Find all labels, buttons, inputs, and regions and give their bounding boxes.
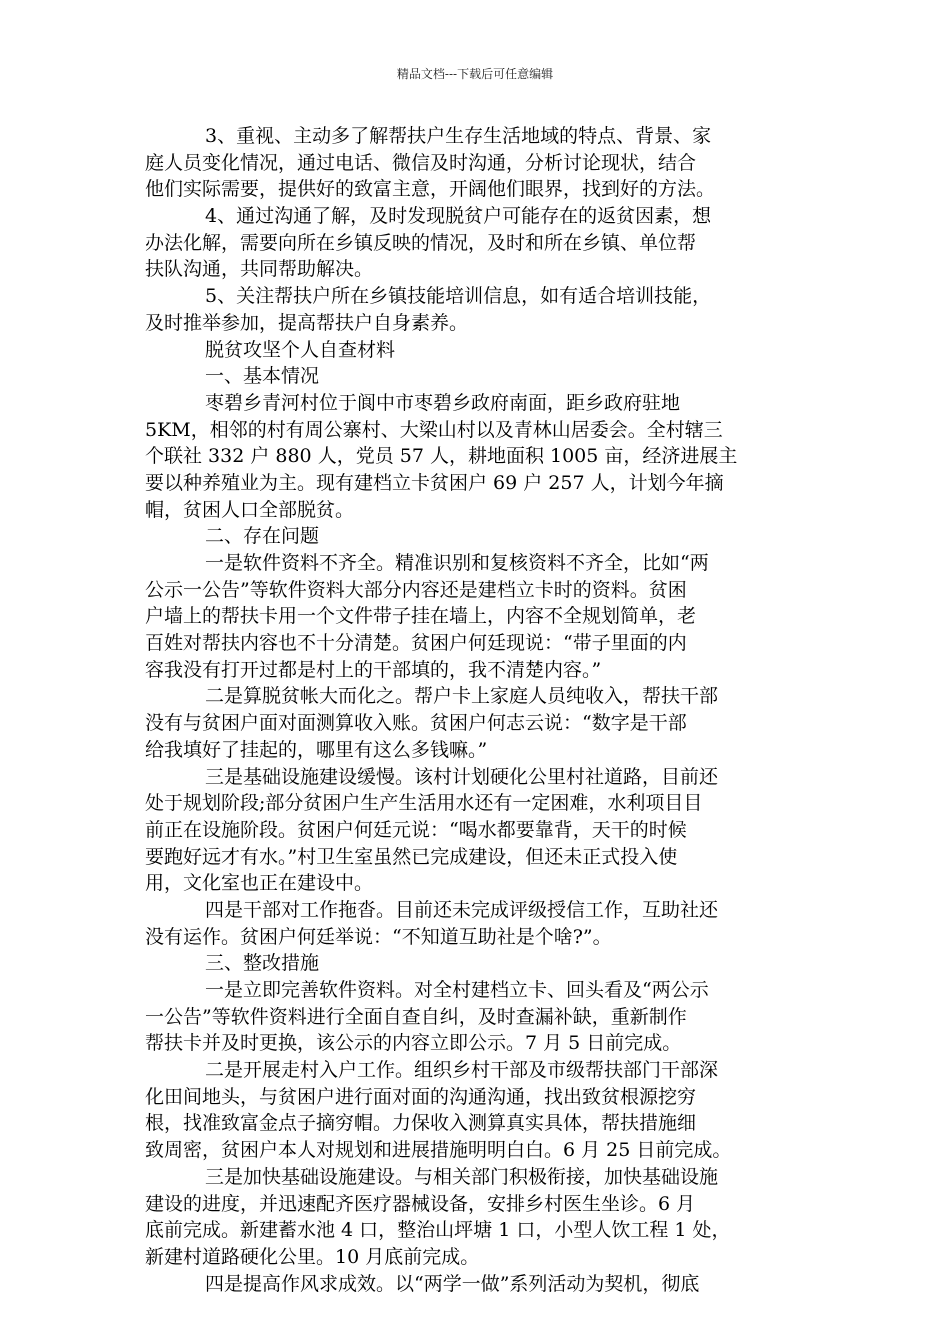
text-line: 4、通过沟通了解，及时发现脱贫户可能存在的返贫因素，想 — [205, 205, 712, 228]
text-line: 四是提高作风求成效。以“两学一做”系列活动为契机，彻底 — [205, 1272, 700, 1295]
text-line: 3、重视、主动多了解帮扶户生存生活地域的特点、背景、家 — [205, 125, 712, 147]
text-line: 底前完成。新建蓄水池 4 口，整治山坪塘 1 口，小型人饮工程 1 处， — [145, 1219, 731, 1242]
text-line: 三是加快基础设施建设。与相关部门积极衔接，加快基础设施 — [205, 1165, 719, 1188]
text-line: 百姓对帮扶内容也不十分清楚。贫困户何廷现说：“带子里面的内 — [145, 632, 687, 655]
document-body — [145, 123, 805, 1297]
text-line: 处于规划阶段;部分贫困户生产生活用水还有一定困难，水利项目目 — [145, 792, 703, 815]
text-line: 办法化解，需要向所在乡镇反映的情况，及时和所在乡镇、单位帮 — [145, 231, 697, 254]
text-line: 容我没有打开过都是村上的干部填的，我不清楚内容。” — [145, 658, 602, 681]
text-line: 化田间地头，与贫困户进行面对面的沟通沟通，找出致贫根源挖穷 — [145, 1085, 697, 1108]
text-line: 用，文化室也正在建设中。 — [145, 872, 374, 895]
text-line: 二是开展走村入户工作。组织乡村干部及市级帮扶部门干部深 — [205, 1059, 719, 1082]
text-line: 要跑好远才有水。”村卫生室虽然已完成建设，但还未正式投入使 — [145, 845, 678, 868]
text-line: 一、基本情况 — [205, 365, 320, 388]
text-line: 致周密，贫困户本人对规划和进展措施明明白白。6 月 25 日前完成。 — [145, 1139, 732, 1162]
text-line: 没有运作。贫困户何廷举说：“不知道互助社是个啥?”。 — [145, 925, 612, 948]
text-line: 新建村道路硬化公里。10 月底前完成。 — [145, 1245, 480, 1268]
text-line: 脱贫攻坚个人自查材料 — [205, 338, 396, 361]
text-line: 枣碧乡青河村位于阆中市枣碧乡政府南面，距乡政府驻地 — [205, 391, 681, 414]
text-line: 5KM，相邻的村有周公寨村、大梁山村以及青林山居委会。全村辖三 — [145, 418, 723, 441]
text-line: 一公告”等软件资料进行全面自查自纠，及时查漏补缺，重新制作 — [145, 1005, 687, 1028]
text-line: 前正在设施阶段。贫困户何廷元说：“喝水都要靠背，天干的时候 — [145, 818, 687, 841]
text-line: 个联社 332 户 880 人，党员 57 人，耕地面积 1005 亩，经济进展主 — [145, 445, 738, 468]
text-line: 给我填好了挂起的，哪里有这么多钱嘛。” — [145, 738, 488, 761]
text-line: 三、整改措施 — [205, 952, 320, 975]
text-line: 5、关注帮扶户所在乡镇技能培训信息，如有适合培训技能， — [205, 285, 712, 308]
text-line: 二是算脱贫帐大而化之。帮户卡上家庭人员纯收入，帮扶干部 — [205, 685, 719, 708]
text-line: 四是干部对工作拖沓。目前还未完成评级授信工作，互助社还 — [205, 898, 719, 921]
text-line: 一是软件资料不齐全。精准识别和复核资料不齐全，比如“两 — [205, 552, 709, 574]
text-line: 帽，贫困人口全部脱贫。 — [145, 498, 355, 521]
text-line: 帮扶卡并及时更换，该公示的内容立即公示。7 月 5 日前完成。 — [145, 1032, 682, 1055]
text-line: 公示一公告”等软件资料大部分内容还是建档立卡时的资料。贫困 — [145, 578, 687, 601]
text-line: 建设的进度，并迅速配齐医疗器械设备，安排乡村医生坐诊。6 月 — [145, 1192, 696, 1215]
text-line: 三是基础设施建设缓慢。该村计划硬化公里村社道路，目前还 — [205, 765, 719, 788]
text-line: 庭人员变化情况，通过电话、微信及时沟通，分析讨论现状，结合 — [145, 151, 697, 174]
text-line: 二、存在问题 — [205, 525, 320, 548]
text-line: 户墙上的帮扶卡用一个文件带子挂在墙上，内容不全规划简单，老 — [145, 605, 697, 628]
page-header: 精品文档---下载后可任意编辑 — [396, 67, 554, 81]
text-line: 根，找准致富金点子摘穷帽。力保收入测算真实具体，帮扶措施细 — [145, 1112, 697, 1135]
text-line: 他们实际需要，提供好的致富主意，开阔他们眼界，找到好的方法。 — [145, 178, 716, 201]
text-line: 没有与贫困户面对面测算收入账。贫困户何志云说：“数字是干部 — [145, 712, 687, 735]
text-line: 及时推举参加，提高帮扶户自身素养。 — [145, 311, 469, 334]
text-line: 扶队沟通，共同帮助解决。 — [145, 258, 374, 281]
text-line: 要以种养殖业为主。现有建档立卡贫困户 69 户 257 人，计划今年摘 — [145, 471, 724, 494]
text-line: 一是立即完善软件资料。对全村建档立卡、回头看及“两公示 — [205, 979, 709, 1001]
